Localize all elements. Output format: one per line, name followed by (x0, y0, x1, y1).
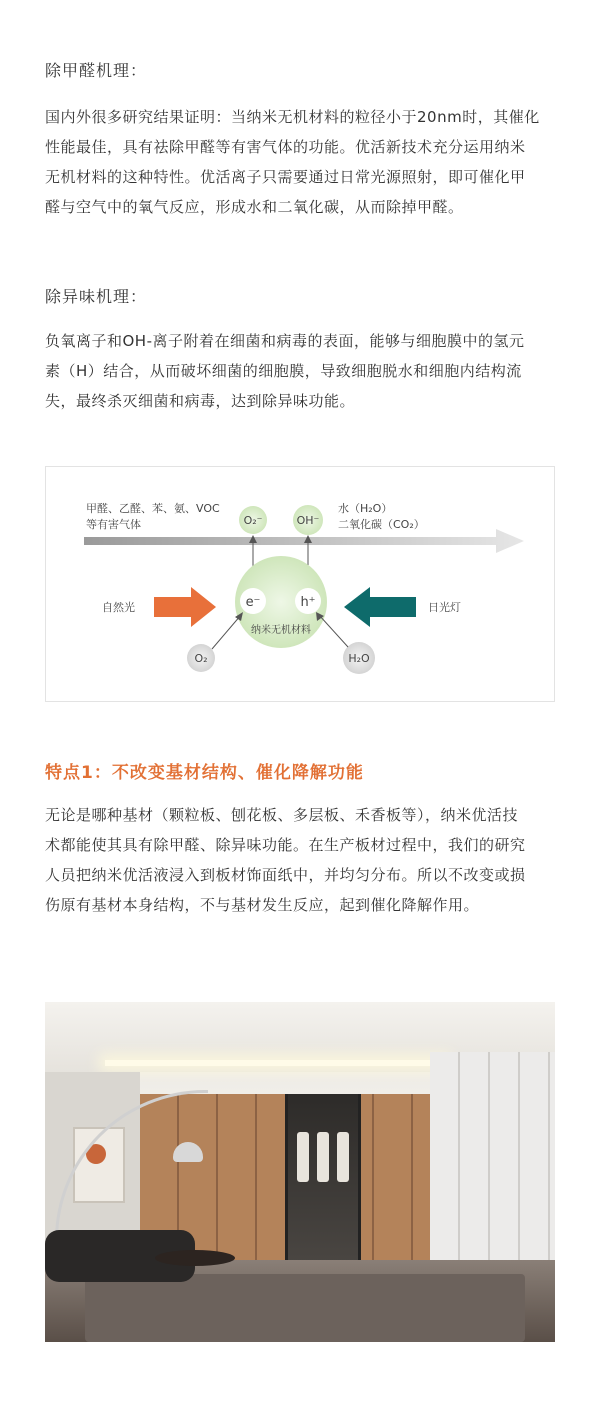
section-title-formaldehyde: 除甲醛机理： (45, 61, 148, 80)
text-line: 无机材料的这种特性。优活离子只需要通过日常光源照射，即可催化甲 (45, 168, 526, 186)
text-line: 国内外很多研究结果证明：当纳米无机材料的粒径小于20nm时，其催化 (45, 108, 540, 126)
water-label: 水（H₂O） (338, 502, 393, 515)
mechanism-diagram-svg (46, 467, 556, 703)
text-line: 失，最终杀灭细菌和病毒，达到除异味功能。 (45, 392, 356, 410)
paragraph-odor (45, 326, 560, 416)
harmful-gas-label-2: 等有害气体 (86, 518, 141, 531)
o2-minus-label: O₂⁻ (243, 514, 263, 527)
mechanism-diagram (45, 466, 555, 702)
interior-photo (45, 1002, 555, 1342)
text-line: 负氧离子和OH-离子附着在细菌和病毒的表面，能够与细胞膜中的氢元 (45, 332, 525, 350)
text-line: 素（H）结合，从而破坏细菌的细胞膜，导致细胞脱水和细胞内结构流 (45, 362, 522, 380)
oh-minus-label: OH⁻ (296, 514, 320, 527)
text-line: 醛与空气中的氧气反应，形成水和二氧化碳，从而除掉甲醛。 (45, 198, 464, 216)
coffee-table (155, 1250, 235, 1266)
lamp-light-arrow (344, 587, 416, 627)
section-title-odor: 除异味机理： (45, 287, 148, 306)
paragraph-feature-1 (45, 800, 560, 920)
hanging-clothes (297, 1132, 309, 1182)
o2-label: O₂ (194, 652, 208, 665)
text-line: 术都能使其具有除甲醛、除异味功能。在生产板材过程中，我们的研究 (45, 836, 526, 854)
ceiling-light (105, 1060, 445, 1066)
white-cabinet (430, 1052, 555, 1287)
arrow-line (212, 615, 241, 649)
nano-material-label: 纳米无机材料 (251, 625, 311, 636)
natural-light-label: 自然光 (102, 601, 135, 614)
hole-label: h⁺ (300, 595, 316, 610)
feature-1-title: 特点1：不改变基材结构、催化降解功能 (45, 763, 364, 783)
h2o-label: H₂O (348, 652, 370, 665)
hanging-clothes (317, 1132, 329, 1182)
harmful-gas-label: 甲醛、乙醛、苯、氨、VOC (86, 502, 220, 515)
arrow-line (319, 615, 348, 647)
electron-label: e⁻ (245, 595, 261, 610)
co2-label: 二氧化碳（CO₂） (338, 518, 425, 531)
rug (85, 1274, 525, 1342)
text-line: 伤原有基材本身结构，不与基材发生反应，起到催化降解作用。 (45, 896, 480, 914)
text-line: 人员把纳米优活液浸入到板材饰面纸中，并均匀分布。所以不改变或损 (45, 866, 526, 884)
lamp-light-label: 日光灯 (428, 601, 461, 614)
text-line: 性能最佳，具有祛除甲醛等有害气体的功能。优活新技术充分运用纳米 (45, 138, 526, 156)
paragraph-formaldehyde (45, 102, 560, 222)
text-line: 无论是哪种基材（颗粒板、刨花板、多层板、禾香板等），纳米优活技 (45, 806, 519, 824)
natural-light-arrow (154, 587, 216, 627)
hanging-clothes (337, 1132, 349, 1182)
